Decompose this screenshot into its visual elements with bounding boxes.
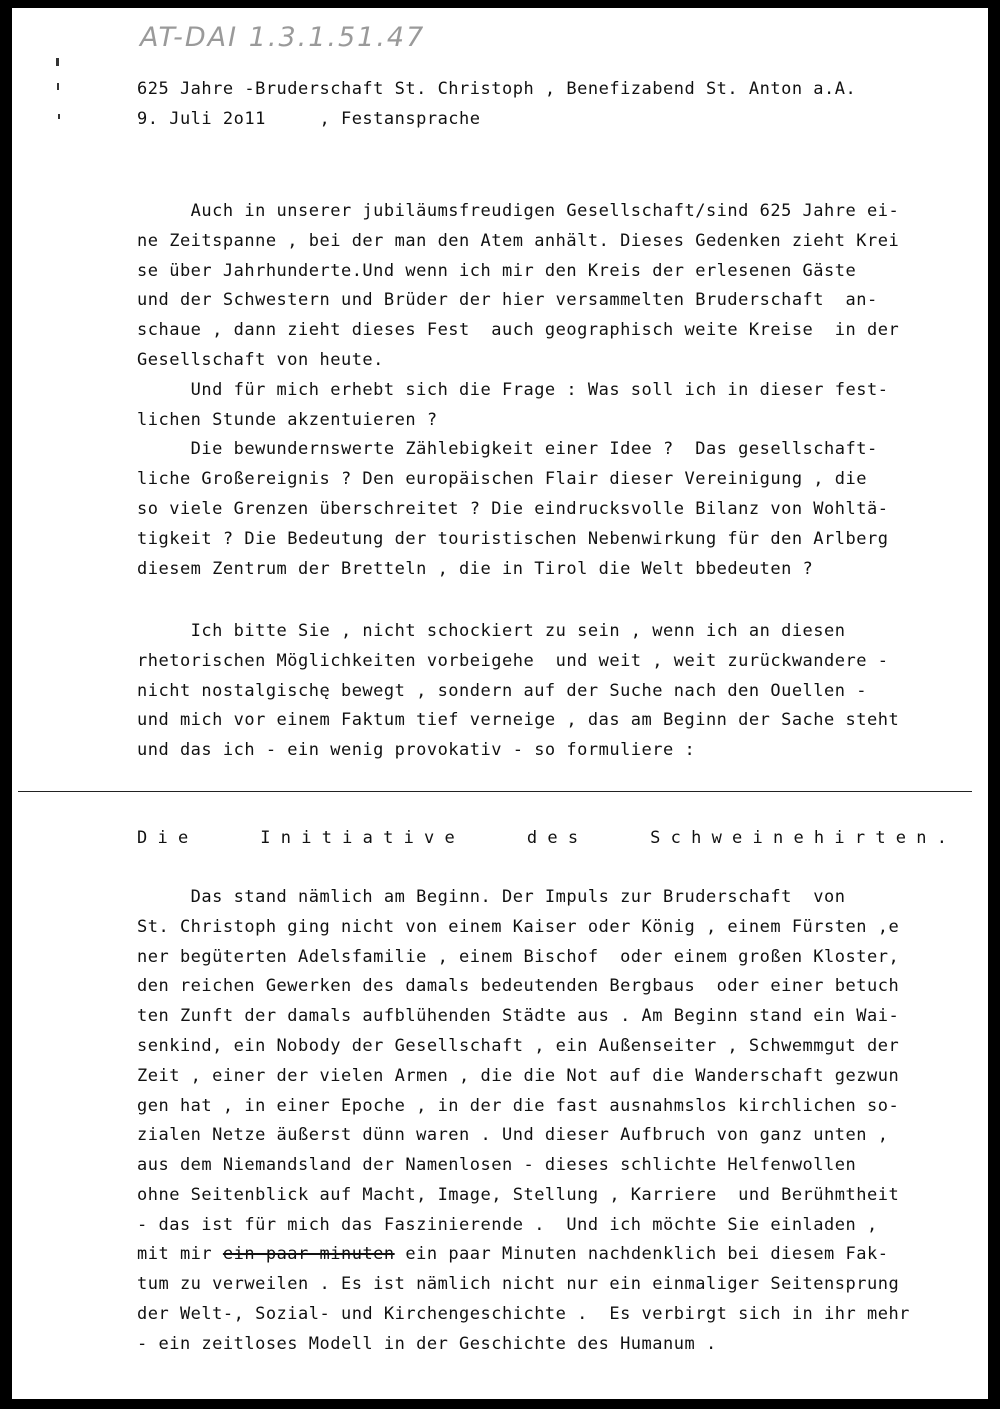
text-line: se über Jahrhunderte.Und wenn ich mir den Kreis der erlesenen Gäste <box>137 260 857 281</box>
text-line: - ein zeitloses Modell in der Geschichte des Humanum . <box>137 1333 717 1354</box>
header-line-1: 625 Jahre -Bruderschaft St. Christoph , Benefizabend St. Anton a.A. <box>137 79 857 99</box>
line-with-strikethrough <box>137 1243 888 1265</box>
header-line-2: 9. Juli 2o11 , Festansprache <box>137 109 481 129</box>
text-line: tigkeit ? Die Bedeutung der touristischen Nebenwirkung für den Arlberg <box>137 528 889 549</box>
text-line: der Welt-, Sozial- und Kirchengeschichte . Es verbirgt sich in ihr mehr <box>137 1303 910 1324</box>
text-line: lichen Stunde akzentuieren ? <box>137 409 438 430</box>
text-line: zialen Netze äußerst dünn waren . Und dieser Aufbruch von ganz unten , <box>137 1125 889 1146</box>
text-line: Das stand nämlich am Beginn. Der Impuls zur Bruderschaft von <box>137 887 846 907</box>
text-line: ner begüterten Adelsfamilie , einem Bischof oder einem großen Kloster, <box>137 946 900 967</box>
text-line: nicht nostalgischę bewegt , sondern auf der Suche nach den Ouellen - <box>137 680 867 701</box>
text-line: Die bewundernswerte Zählebigkeit einer Idee ? Das gesellschaft- <box>137 439 878 460</box>
text-line: St. Christoph ging nicht von einem Kaiser oder König , einem Fürsten ,e <box>137 916 900 937</box>
text-line: diesem Zentrum der Bretteln , die in Tirol die Welt bbedeuten ? <box>137 558 814 579</box>
text-line: den reichen Gewerken des damals bedeutenden Bergbaus oder einer betuch <box>137 976 900 997</box>
horizontal-divider <box>18 791 972 792</box>
text-line: senkind, ein Nobody der Gesellschaft , ein Außenseiter , Schwemmgut der <box>137 1036 900 1056</box>
title-word: I n i t i a t i v e <box>260 828 455 848</box>
text-line: gen hat , in einer Epoche , in der die fast ausnahmslos kirchlichen so- <box>137 1095 900 1116</box>
text-line: ohne Seitenblick auf Macht, Image, Stellung , Karriere und Berühmtheit <box>137 1185 900 1205</box>
text-line: ne Zeitspanne , bei der man den Atem anhält. Dieses Gedenken zieht Krei <box>137 230 900 251</box>
text-line: und der Schwestern und Brüder der hier versammelten Bruderschaft an- <box>137 290 878 311</box>
text-line: aus dem Niemandsland der Namenlosen - dieses schlichte Helfenwollen <box>137 1155 857 1176</box>
text-line: rhetorischen Möglichkeiten vorbeigehe und weit , weit zurückwandere - <box>137 650 889 671</box>
text-line: ten Zunft der damals aufblühenden Städte aus . Am Beginn stand ein Wai- <box>137 1006 900 1027</box>
text-line: Gesellschaft von heute. <box>137 350 384 370</box>
archive-signature: AT-DAI 1.3.1.51.47 <box>140 22 426 53</box>
struck-text: ein paar minuten <box>222 1244 395 1264</box>
text-line: und mich vor einem Faktum tief verneige , das am Beginn der Sache steht <box>137 710 900 731</box>
document-page <box>12 8 988 1399</box>
title-word: d e s <box>526 828 579 848</box>
margin-mark <box>58 114 60 119</box>
text-line: Und für mich erhebt sich die Frage : Was soll ich in dieser fest- <box>137 379 889 400</box>
title-word: S c h w e i n e h i r t e n . <box>650 828 947 848</box>
text-line: und das ich - ein wenig provokativ - so formuliere : <box>137 740 696 761</box>
text-line: so viele Grenzen überschreitet ? Die eindrucksvolle Bilanz von Wohltä- <box>137 499 889 519</box>
text-line: tum zu verweilen . Es ist nämlich nicht nur ein einmaliger Seitensprung <box>137 1274 900 1294</box>
line-text: ein paar Minuten nachdenklich bei diesem Fak- <box>394 1244 889 1264</box>
text-line: liche Großereignis ? Den europäischen Flair dieser Vereinigung , die <box>137 469 867 490</box>
margin-mark <box>56 58 59 66</box>
section-title <box>137 828 947 848</box>
margin-mark <box>57 83 59 90</box>
text-line: Zeit , einer der vielen Armen , die die Not auf die Wanderschaft gezwun <box>137 1065 900 1086</box>
title-word: D i e <box>137 828 189 848</box>
text-line: schaue , dann zieht dieses Fest auch geographisch weite Kreise in der <box>137 320 900 341</box>
line-text: mit mir <box>137 1244 223 1264</box>
text-line: Ich bitte Sie , nicht schockiert zu sein , wenn ich an diesen <box>137 621 846 641</box>
text-line: - das ist für mich das Faszinierende . Und ich möchte Sie einladen , <box>137 1214 878 1235</box>
text-line: Auch in unserer jubiläumsfreudigen Gesellschaft/sind 625 Jahre ei- <box>137 201 900 221</box>
